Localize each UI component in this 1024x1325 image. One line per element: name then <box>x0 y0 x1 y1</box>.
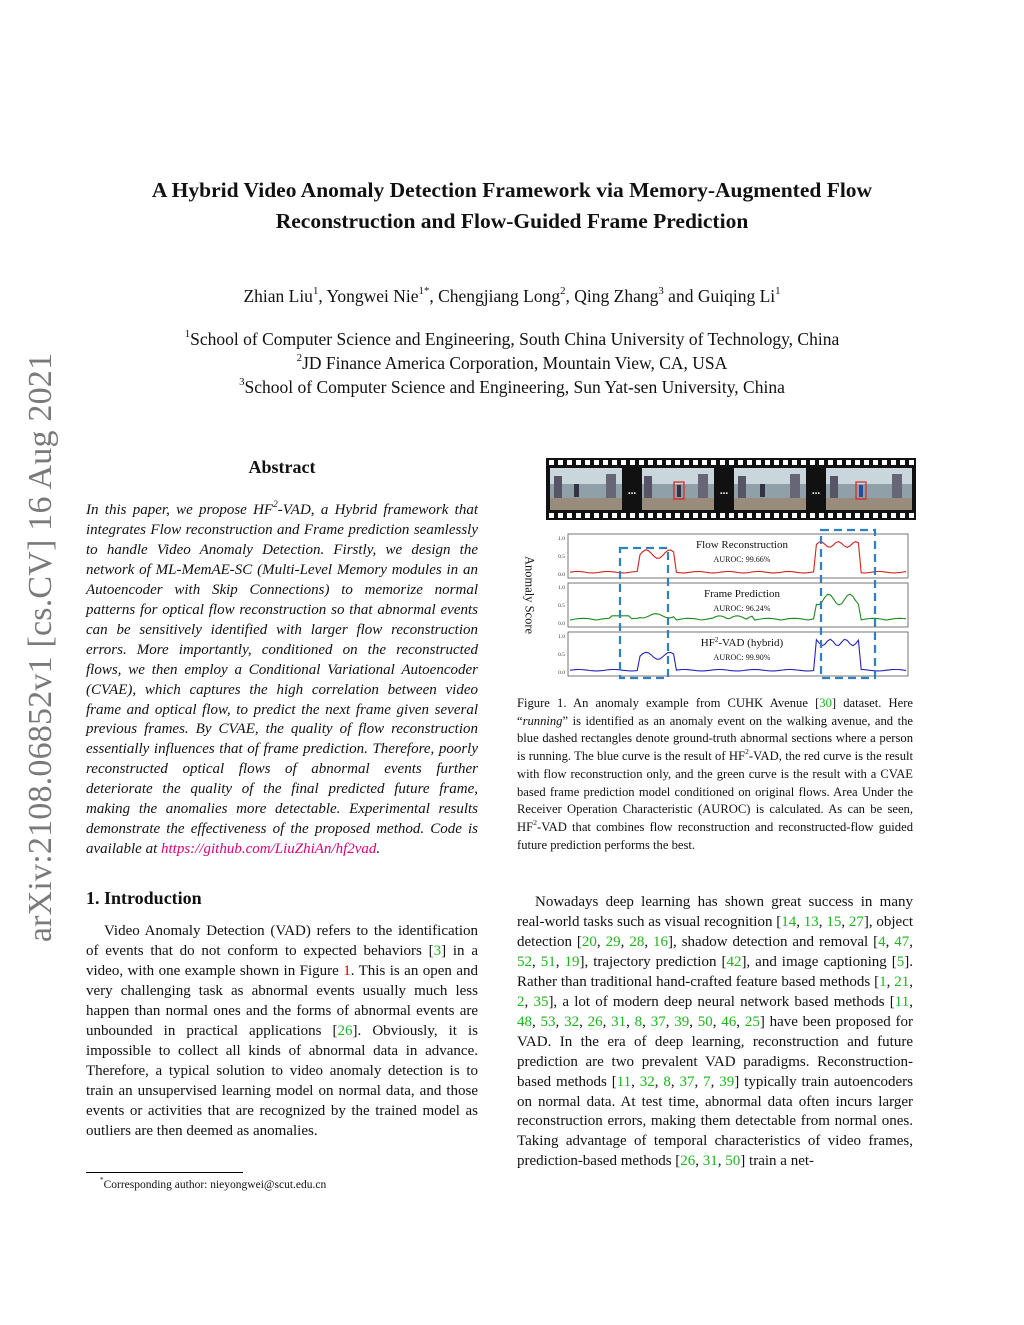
citation-link[interactable]: 31 <box>702 1153 718 1170</box>
affiliation-line <box>60 327 964 351</box>
affiliation-list <box>60 327 964 399</box>
affiliation-line <box>60 351 964 375</box>
citation-link[interactable]: 8 <box>634 1013 643 1030</box>
body-text: , <box>644 933 654 950</box>
introduction-paragraph <box>86 922 478 1141</box>
ellipsis-2: ... <box>719 485 729 497</box>
affiliation-line <box>60 375 964 399</box>
film-sprocket-hole <box>738 460 743 465</box>
intro-text: . This is an open and very challenging task as abnormal events usually much less happen than normal ones and the forms of abnormal events are unbounded in practical applications [ <box>86 962 478 1039</box>
body-text: , <box>631 1073 640 1090</box>
film-sprocket-hole <box>648 460 653 465</box>
film-sprocket-hole <box>558 513 563 518</box>
film-sprocket-hole <box>666 513 671 518</box>
affiliation-mark: 1 <box>184 328 191 341</box>
paper-title <box>60 175 964 237</box>
film-sprocket-hole <box>729 460 734 465</box>
film-sprocket-hole <box>549 460 554 465</box>
body-text: , <box>909 993 913 1010</box>
film-sprocket-hole <box>720 460 725 465</box>
caption-superscript: 2 <box>533 817 538 827</box>
citation-link[interactable]: 32 <box>564 1013 580 1030</box>
film-sprocket-hole <box>612 460 617 465</box>
film-sprocket-hole <box>576 460 581 465</box>
citation-link[interactable]: 30 <box>819 696 832 710</box>
film-sprocket-hole <box>891 513 896 518</box>
caption-emphasis: running <box>522 713 563 728</box>
film-sprocket-hole <box>891 460 896 465</box>
film-sprocket-hole <box>639 460 644 465</box>
author-separator: , <box>318 286 327 306</box>
abstract-body <box>86 501 478 860</box>
citation-link[interactable]: 11 <box>616 1073 632 1090</box>
body-text: Nowadays deep learning has shown great success in many real-world tasks such as visual recognition [ <box>517 894 913 930</box>
body-text: , <box>712 1013 722 1030</box>
film-sprocket-hole <box>846 513 851 518</box>
author-name: Guiqing Li <box>697 286 776 306</box>
citation-link[interactable]: 20 <box>581 933 597 950</box>
score-panel-3 <box>558 632 908 676</box>
section-heading-introduction: 1. Introduction <box>86 888 202 908</box>
body-text: , <box>909 973 914 990</box>
citation-link[interactable]: 50 <box>697 1013 713 1030</box>
film-sprocket-hole <box>882 460 887 465</box>
body-text: , <box>885 933 895 950</box>
author-list <box>60 286 964 307</box>
citation-link[interactable]: 27 <box>848 913 864 930</box>
film-sprocket-hole <box>630 513 635 518</box>
film-sprocket-hole <box>801 513 806 518</box>
panel-title: $HF^2$-VAD (hybrid) <box>700 636 784 649</box>
body-text: , <box>736 1013 745 1030</box>
body-text: , <box>665 1013 675 1030</box>
citation-link[interactable]: 15 <box>826 913 842 930</box>
footnote <box>100 1176 327 1191</box>
film-sprocket-hole <box>846 460 851 465</box>
film-sprocket-hole <box>648 513 653 518</box>
author-name: Chengjiang Long <box>438 286 561 306</box>
y-tick-label: 0.5 <box>558 554 565 560</box>
author-separator: , <box>429 286 439 306</box>
film-sprocket-hole <box>810 460 815 465</box>
film-sprocket-hole <box>873 513 878 518</box>
figure-reference-link[interactable]: 1 <box>343 962 351 979</box>
citation-link[interactable]: 32 <box>639 1073 655 1090</box>
film-sprocket-hole <box>765 513 770 518</box>
citation-link[interactable]: 8 <box>663 1073 671 1090</box>
body-text: ] train a net- <box>740 1153 815 1170</box>
film-sprocket-hole <box>702 460 707 465</box>
author-affiliation-mark: 1 <box>775 285 781 298</box>
body-text: , <box>596 933 606 950</box>
citation-link[interactable]: 2 <box>517 993 525 1010</box>
film-sprocket-hole <box>909 460 914 465</box>
body-text: , <box>555 1013 565 1030</box>
caption-text: -VAD that combines flow reconstruction and reconstructed-flow guided future prediction performs the best. <box>517 819 913 852</box>
body-text: ] typically train autoencoders on normal data. At test time, abnormal data often incurs larger reconstruction errors, making them detectable from normal ones. Taking advantage of temporal characteristics of video frames, prediction-based methods [ <box>517 1073 914 1170</box>
film-sprocket-hole <box>594 513 599 518</box>
film-sprocket-hole <box>837 460 842 465</box>
affiliation-text: School of Computer Science and Engineering, Sun Yat-sen University, China <box>244 377 785 397</box>
film-sprocket-hole <box>756 460 761 465</box>
citation-link[interactable]: 28 <box>629 933 645 950</box>
body-text: , <box>524 993 534 1010</box>
body-text: , <box>710 1073 720 1090</box>
citation-link[interactable]: 50 <box>725 1153 741 1170</box>
film-sprocket-hole <box>684 460 689 465</box>
film-sprocket-hole <box>792 513 797 518</box>
abstract-text-a: In this paper, we propose HF <box>86 502 274 518</box>
affiliation-text: School of Computer Science and Engineering, South China University of Technology, China <box>190 329 840 349</box>
film-sprocket-hole <box>657 460 662 465</box>
body-text: , <box>602 1013 612 1030</box>
body-text: , <box>620 933 630 950</box>
citation-link[interactable]: 37 <box>679 1073 695 1090</box>
figure-y-axis-label: Anomaly Score <box>522 555 537 635</box>
body-text: , <box>654 1073 664 1090</box>
film-sprocket-hole <box>711 513 716 518</box>
footnote-mark: * <box>100 1176 104 1185</box>
y-tick-label: 0.5 <box>558 603 565 609</box>
abstract-text-b: -VAD, a Hybrid framework that integrates Flow reconstruction and Frame prediction seamlessly to handle Video Anomaly Detection. Firstly, we design the network of ML-MemAE-SC (Multi-Level Memory modules in an Autoencoder with Skip Connections) to memorize normal patterns for optical flow reconstruction so that abnormal events can be sensitively identified with larger flow reconstruction errors. More importantly, conditioned on the reconstructed flows, we then employ a Conditional Variational Autoencoder (CVAE), which captures the high correlation between video frame and optical flow, to predict the next frame given several previous frames. By CVAE, the quality of flow reconstruction essentially influences that of frame prediction. Therefore, poorly reconstructed optical flows of abnormal events further deteriorate the quality of the final predicted future frame, making the anomalies more detectable. Experimental results demonstrate the effectiveness of the proposed method. Code is available at <box>86 502 478 858</box>
title-line-2: Reconstruction and Flow-Guided Frame Prediction <box>275 209 749 233</box>
citation-link[interactable]: 51 <box>540 953 556 970</box>
film-sprocket-hole <box>819 513 824 518</box>
video-frame-4 <box>826 468 912 510</box>
film-strip <box>546 458 916 520</box>
body-text: , <box>555 953 565 970</box>
figure-1 <box>546 458 916 680</box>
body-text: ], a lot of modern deep neural network based methods [ <box>548 993 895 1010</box>
citation-link[interactable]: 13 <box>803 913 819 930</box>
film-sprocket-hole <box>774 513 779 518</box>
film-sprocket-hole <box>603 513 608 518</box>
film-sprocket-hole <box>666 460 671 465</box>
author-name: Zhian Liu <box>243 286 313 306</box>
author-affiliation-mark: 1 <box>312 285 319 298</box>
citation-link[interactable]: 26 <box>680 1153 696 1170</box>
film-sprocket-hole <box>747 460 752 465</box>
film-sprocket-hole <box>783 513 788 518</box>
film-sprocket-hole <box>729 513 734 518</box>
citation-link[interactable]: 42 <box>726 953 742 970</box>
score-panel-2 <box>558 583 908 627</box>
video-frame-3 <box>734 468 806 510</box>
film-sprocket-hole <box>783 460 788 465</box>
body-text: , <box>532 1013 541 1030</box>
film-sprocket-hole <box>855 513 860 518</box>
citation-link[interactable]: 35 <box>533 993 549 1010</box>
film-sprocket-hole <box>864 513 869 518</box>
body-text: , <box>642 1013 651 1030</box>
film-sprocket-hole <box>756 513 761 518</box>
film-sprocket-hole <box>882 513 887 518</box>
film-sprocket-hole <box>864 460 869 465</box>
citation-link[interactable]: 37 <box>650 1013 666 1030</box>
film-sprocket-hole <box>693 513 698 518</box>
citation-link[interactable]: 53 <box>540 1013 556 1030</box>
film-sprocket-hole <box>765 460 770 465</box>
film-sprocket-hole <box>900 513 905 518</box>
film-sprocket-hole <box>558 460 563 465</box>
film-sprocket-hole <box>657 513 662 518</box>
body-text: , <box>626 1013 635 1030</box>
citation-link[interactable]: 19 <box>564 953 580 970</box>
y-tick-label: 0.0 <box>558 621 565 627</box>
panel-title: Flow Reconstruction <box>696 539 788 551</box>
body-text: , <box>818 913 827 930</box>
affiliation-text: JD Finance America Corporation, Mountain View, CA, USA <box>302 353 728 373</box>
intro-text: Video Anomaly Detection (VAD) refers to the identification of events that do not conform to expected behaviors <box>86 923 478 959</box>
body-text: ], and image captioning [ <box>741 953 897 970</box>
film-sprocket-hole <box>693 460 698 465</box>
film-sprocket-hole <box>594 460 599 465</box>
body-text: ]. Rather than traditional hand-crafted feature based methods [ <box>517 953 913 990</box>
body-text: , <box>886 973 895 990</box>
film-sprocket-hole <box>549 513 554 518</box>
citation-link[interactable]: 39 <box>674 1013 690 1030</box>
body-text: , <box>695 1153 703 1170</box>
citation-link[interactable]: 14 <box>781 913 797 930</box>
footnote-text: Corresponding author: nieyongwei@scut.edu.cn <box>103 1179 327 1191</box>
film-sprocket-hole <box>828 513 833 518</box>
video-frame-2 <box>642 468 714 510</box>
citation-link[interactable]: 39 <box>719 1073 735 1090</box>
body-text: ], trajectory prediction [ <box>579 953 727 970</box>
film-sprocket-hole <box>855 460 860 465</box>
y-tick-label: 1.0 <box>558 585 565 591</box>
film-sprocket-hole <box>621 513 626 518</box>
citation-link[interactable]: 3 <box>433 942 442 959</box>
panel-title: Frame Prediction <box>703 588 781 600</box>
footnote-divider <box>86 1172 243 1173</box>
film-sprocket-hole <box>720 513 725 518</box>
film-sprocket-hole <box>567 460 572 465</box>
caption-text: ” is identified as an anomaly event on the walking avenue, and the blue dashed rectangles denote ground-truth abnormal sections where a person is running. The blue curve is the result of HF <box>517 713 913 764</box>
panel-auroc: AUROC: 99.90% <box>713 653 771 662</box>
citation-link[interactable]: 25 <box>744 1013 760 1030</box>
body-text: ], object detection [ <box>517 913 914 950</box>
film-sprocket-hole <box>774 460 779 465</box>
caption-superscript: 2 <box>744 747 749 757</box>
citation-link[interactable]: 26 <box>587 1013 603 1030</box>
author-separator: , <box>565 286 575 306</box>
body-text: , <box>796 913 804 930</box>
y-tick-label: 0.0 <box>558 670 565 676</box>
score-panel-1 <box>558 534 908 578</box>
film-sprocket-hole <box>612 513 617 518</box>
film-sprocket-hole <box>603 460 608 465</box>
affiliation-mark: 2 <box>296 352 303 365</box>
film-sprocket-hole <box>576 513 581 518</box>
citation-link[interactable]: 21 <box>894 973 910 990</box>
right-column-paragraph <box>517 893 913 1172</box>
author-separator: and <box>663 286 698 306</box>
y-tick-label: 0.0 <box>558 572 565 578</box>
body-text: , <box>532 953 541 970</box>
film-sprocket-hole <box>909 513 914 518</box>
body-text: ], shadow detection and removal [ <box>668 933 879 950</box>
film-sprocket-hole <box>711 460 716 465</box>
arxiv-identifier: arXiv:2108.06852v1 [cs.CV] 16 Aug 2021 <box>22 352 59 943</box>
body-text: , <box>670 1073 680 1090</box>
abstract-text-end: . <box>376 841 381 858</box>
film-sprocket-hole <box>621 460 626 465</box>
citation-link[interactable]: 7 <box>703 1073 711 1090</box>
y-tick-label: 0.5 <box>558 652 565 658</box>
film-sprocket-hole <box>747 513 752 518</box>
author-affiliation-mark: 1* <box>418 285 430 298</box>
video-frame-1 <box>550 468 622 510</box>
film-sprocket-hole <box>675 513 680 518</box>
citation-link[interactable]: 48 <box>517 1013 532 1030</box>
intro-text: ]. Obviously, it is impossible to collect all kinds of abnormal data in advance. Therefore, a typical solution to video anomaly detection is to train an unsupervised learning model on normal data, and those events or activities that are recognized by the trained model as outliers are then deemed as anomalies. <box>86 1022 478 1139</box>
film-sprocket-hole <box>819 460 824 465</box>
author-name: Yongwei Nie <box>326 286 419 306</box>
body-text: , <box>689 1013 698 1030</box>
citation-link[interactable]: 52 <box>517 953 532 970</box>
film-sprocket-hole <box>900 460 905 465</box>
citation-link[interactable]: 5 <box>896 953 905 970</box>
film-sprocket-hole <box>675 460 680 465</box>
citation-link[interactable]: 47 <box>894 933 910 950</box>
film-sprocket-hole <box>828 460 833 465</box>
ellipsis-3: ... <box>811 485 821 497</box>
body-text: , <box>694 1073 704 1090</box>
caption-text: ] dataset. Here “ <box>517 696 914 728</box>
film-sprocket-hole <box>738 513 743 518</box>
intro-text: ] in a video, with one example shown in Figure <box>86 942 478 979</box>
body-text: , <box>841 913 849 930</box>
citation-link[interactable]: 1 <box>879 973 887 990</box>
film-sprocket-hole <box>630 460 635 465</box>
film-sprocket-hole <box>801 460 806 465</box>
body-text: ] have been proposed for VAD. In the era of deep learning, reconstruction and future prediction are two prevalent VAD paradigms. Reconstruction-based methods [ <box>517 1013 914 1090</box>
code-link[interactable]: https://github.com/LiuZhiAn/hf2vad <box>161 841 377 858</box>
citation-link[interactable]: 31 <box>611 1013 627 1030</box>
citation-link[interactable]: 16 <box>653 933 669 950</box>
citation-link[interactable]: 11 <box>894 993 910 1010</box>
y-tick-label: 1.0 <box>558 634 565 640</box>
affiliation-mark: 3 <box>239 376 245 389</box>
intro-text: [ <box>428 942 434 959</box>
title-line-1: A Hybrid Video Anomaly Detection Framework via Memory-Augmented Flow <box>151 178 873 202</box>
ellipsis-1: ... <box>627 485 637 497</box>
y-tick-label: 1.0 <box>558 536 565 542</box>
film-sprocket-hole <box>585 513 590 518</box>
figure-caption <box>517 695 913 854</box>
score-panels <box>558 534 908 676</box>
body-text: , <box>717 1153 726 1170</box>
body-text: , <box>909 933 914 950</box>
film-sprocket-hole <box>639 513 644 518</box>
author-affiliation-mark: 2 <box>560 285 566 298</box>
caption-text: Figure 1. An anomaly example from CUHK Avenue [ <box>517 696 820 710</box>
film-sprocket-hole <box>702 513 707 518</box>
citation-link[interactable]: 26 <box>337 1022 353 1039</box>
film-sprocket-hole <box>792 460 797 465</box>
film-sprocket-hole <box>585 460 590 465</box>
author-name: Qing Zhang <box>574 286 659 306</box>
citation-link[interactable]: 4 <box>878 933 886 950</box>
film-sprocket-hole <box>567 513 572 518</box>
film-sprocket-hole <box>837 513 842 518</box>
film-sprocket-hole <box>810 513 815 518</box>
abstract-sup: 2 <box>273 500 278 511</box>
body-text: , <box>579 1013 588 1030</box>
abstract-heading: Abstract <box>248 457 316 477</box>
author-affiliation-mark: 3 <box>658 285 664 298</box>
citation-link[interactable]: 46 <box>721 1013 737 1030</box>
citation-link[interactable]: 29 <box>605 933 621 950</box>
panel-auroc: AUROC: 96.24% <box>713 604 771 613</box>
film-sprocket-hole <box>873 460 878 465</box>
caption-text: -VAD, the red curve is the result with flow reconstruction only, and the green curve is the result with a CVAE based frame prediction model conditioned on original flows. Area Under the Receiver Operation Characteristic (AUROC) is calculated. As can be seen, HF <box>517 749 913 834</box>
film-sprocket-hole <box>684 513 689 518</box>
panel-auroc: AUROC: 99.66% <box>713 555 771 564</box>
